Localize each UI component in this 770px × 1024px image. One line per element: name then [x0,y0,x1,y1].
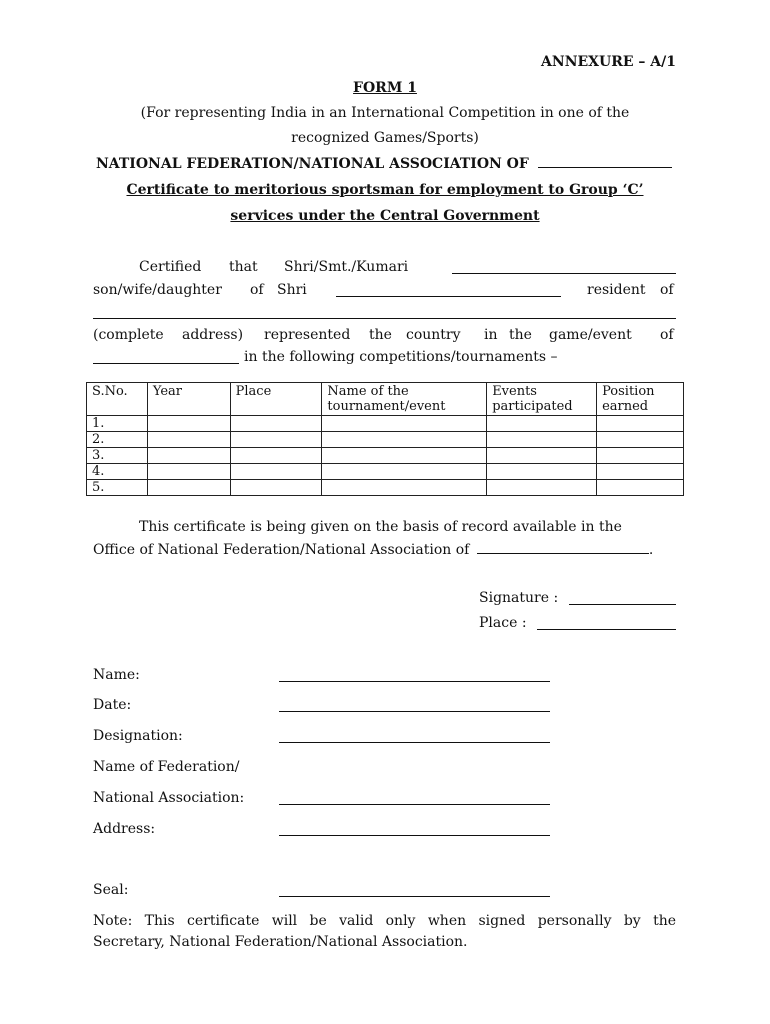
parent-name-field[interactable] [336,296,561,297]
place-label: Place : [479,615,527,631]
note-line1: Note: This certificate will be valid only when signed personally by the [93,913,676,929]
place-cell[interactable] [230,416,322,432]
table-header-row [87,383,684,416]
tournament-cell[interactable] [322,480,487,496]
basis-line1: This certificate is being given on the basis of record available in the [139,519,622,535]
position-cell[interactable] [597,416,684,432]
position-cell[interactable] [597,464,684,480]
federation-name-field[interactable] [538,166,672,168]
basis-line2 [93,542,653,558]
row-number: 1. [87,416,148,432]
table-row [87,464,684,480]
year-cell[interactable] [147,432,230,448]
competitions-table [86,382,684,496]
address-word-5: in [484,327,498,343]
table-row [87,448,684,464]
header-year: Year [147,383,230,416]
annexure-label: ANNEXURE – A/1 [541,54,676,70]
header-events: Events participated [487,383,597,416]
place-cell[interactable] [230,432,322,448]
header-position: Position earned [597,383,684,416]
federation-name-label: Name of Federation/ [93,759,240,775]
table-row [87,480,684,496]
tournament-cell[interactable] [322,464,487,480]
table-row [87,416,684,432]
date-field[interactable] [279,711,550,712]
date-label: Date: [93,697,132,713]
year-cell[interactable] [147,448,230,464]
resident-word: resident [587,282,646,298]
events-cell[interactable] [487,464,597,480]
name-field[interactable] [279,681,550,682]
row-number: 4. [87,464,148,480]
address-word-4: country [406,327,461,343]
position-cell[interactable] [597,432,684,448]
address-word-1: address) [182,327,244,343]
tournament-cell[interactable] [322,432,487,448]
basis-line2-text: Office of National Federation/National Association of [93,542,470,558]
name-label: Name: [93,667,140,683]
events-cell[interactable] [487,432,597,448]
seal-field[interactable] [279,896,550,897]
header-place: Place [230,383,322,416]
year-cell[interactable] [147,464,230,480]
address-word-0: (complete [93,327,164,343]
candidate-name-field[interactable] [452,273,676,274]
of-word: of [250,282,264,298]
address-word-7: game/event [549,327,632,343]
events-cell[interactable] [487,480,597,496]
year-cell[interactable] [147,480,230,496]
federation-label: NATIONAL FEDERATION/NATIONAL ASSOCIATION OF [96,156,529,172]
shri-label: Shri [277,282,307,298]
form-subtitle-line1: (For representing India in an International Competition in one of the [140,105,630,121]
events-cell[interactable] [487,416,597,432]
federation-field[interactable] [279,804,550,805]
that-word: that [229,259,258,275]
year-cell[interactable] [147,416,230,432]
row-number: 5. [87,480,148,496]
signature-field[interactable] [569,604,676,605]
address-detail-field[interactable] [279,835,550,836]
address-label: Address: [93,821,156,837]
basis-period: . [648,542,654,558]
header-sno: S.No. [87,383,148,416]
game-event-field[interactable] [93,363,239,364]
certificate-heading-line1: Certificate to meritorious sportsman for employment to Group ‘C’ [126,182,644,198]
designation-field[interactable] [279,742,550,743]
position-cell[interactable] [597,480,684,496]
competitions-text: in the following competitions/tournaments – [244,349,558,365]
form-subtitle-line2: recognized Games/Sports) [291,130,479,146]
address-word-3: the [369,327,392,343]
seal-label: Seal: [93,882,129,898]
tournament-cell[interactable] [322,448,487,464]
place-field[interactable] [537,629,676,630]
address-word-8: of [660,327,674,343]
designation-label: Designation: [93,728,183,744]
place-cell[interactable] [230,448,322,464]
position-cell[interactable] [597,448,684,464]
certificate-heading-line2: services under the Central Government [230,208,540,224]
note-line2: Secretary, National Federation/National Association. [93,934,468,950]
header-tournament: Name of the tournament/event [322,383,487,416]
table-row [87,432,684,448]
events-cell[interactable] [487,448,597,464]
certified-word: Certified [139,259,202,275]
row-number: 2. [87,432,148,448]
relation-label: son/wife/daughter [93,282,222,298]
address-word-2: represented [264,327,351,343]
honorific-label: Shri/Smt./Kumari [284,259,409,275]
of-word-2: of [660,282,674,298]
place-cell[interactable] [230,464,322,480]
address-field[interactable] [93,318,676,319]
row-number: 3. [87,448,148,464]
address-word-6: the [509,327,532,343]
form-title: FORM 1 [353,80,417,96]
tournament-cell[interactable] [322,416,487,432]
basis-federation-field[interactable] [477,552,649,554]
signature-label: Signature : [479,590,559,606]
federation-line [96,156,672,172]
place-cell[interactable] [230,480,322,496]
national-association-label: National Association: [93,790,245,806]
